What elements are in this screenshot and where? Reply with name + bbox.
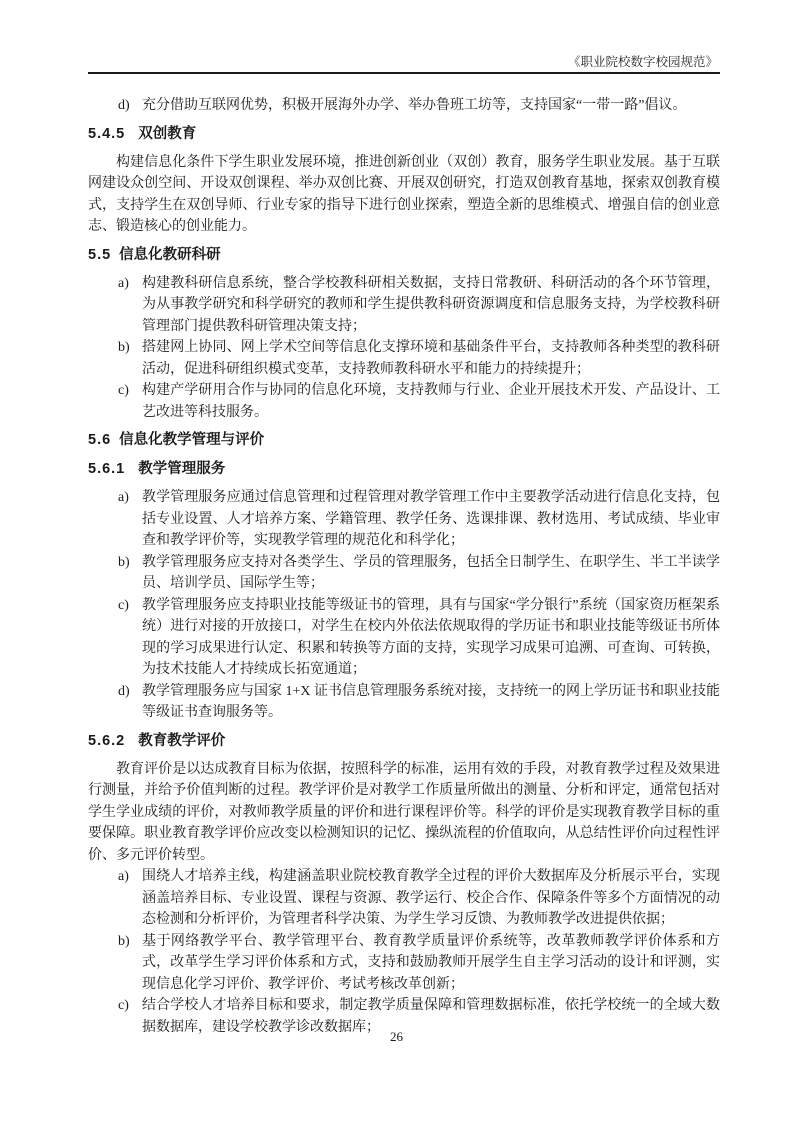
list-item-text: 充分借助互联网优势，积极开展海外办学、举办鲁班工坊等，支持国家“一带一路”倡议。 — [142, 98, 687, 113]
document-body — [88, 95, 720, 1038]
list-item-text: 教学管理服务应支持对各类学生、学员的管理服务，包括全日制学生、在职学生、半工半读学员、培训学员、国际学生等； — [142, 554, 720, 591]
list-item-marker: d) — [118, 683, 130, 699]
section-title: 信息化教研科研 — [119, 246, 221, 263]
section-title: 信息化教学管理与评价 — [119, 432, 265, 448]
list-item-marker: a) — [118, 869, 129, 884]
list-item — [88, 273, 720, 338]
list-item — [88, 380, 720, 423]
list-item-marker: c) — [118, 597, 129, 613]
list-item — [88, 866, 720, 931]
list-item-text: 教学管理服务应通过信息管理和过程管理对教学管理工作中主要教学活动进行信息化支持，包括专业设置、人才培养方案、学籍管理、教学任务、选课排课、教材选用、考试成绩、毕业审查和教学评价等，实现教学管理的规范化和科学化； — [142, 490, 720, 548]
section-title: 教学管理服务 — [138, 461, 226, 477]
section-heading — [88, 244, 720, 266]
section-number: 5.6.2 — [88, 732, 126, 749]
running-header-title: 《职业院校数字校园规范》 — [567, 55, 718, 69]
list-item-text: 搭建网上协同、网上学术空间等信息化支撑环境和基础条件平台，支持教师各种类型的教科研活动，促进科研组织模式变革，支持教师教科研水平和能力的持续提升； — [142, 340, 720, 377]
section-number: 5.6.1 — [88, 461, 126, 477]
section-title: 教育教学评价 — [138, 732, 226, 749]
page-number: 26 — [390, 1029, 403, 1044]
section-heading — [88, 730, 720, 752]
section-number: 5.4.5 — [88, 125, 126, 142]
list-item — [88, 552, 720, 595]
list-item-marker: a) — [118, 275, 129, 291]
list-item — [88, 487, 720, 552]
paragraph: 构建信息化条件下学生职业发展环境，推进创新创业（双创）教育，服务学生职业发展。基于互联网建设众创空间、开设双创课程、举办双创比赛、开展双创研究，打造双创教育基地，探索双创教育模式，支持学生在双创导师、行业专家的指导下进行创业探索，塑造全新的思维模式、增强自信的创业意志、锻造核心的创业能力。 — [88, 154, 720, 234]
list-item — [88, 595, 720, 681]
section-number: 5.6 — [88, 432, 112, 448]
list-item — [88, 95, 720, 117]
section-heading — [88, 123, 720, 145]
header-rule — [88, 72, 720, 74]
list-item-marker: b) — [118, 933, 130, 949]
running-header — [88, 54, 718, 70]
list-item-text: 构建教科研信息系统，整合学校教科研相关数据，支持日常教研、科研活动的各个环节管理，为从事教学研究和科学研究的教师和学生提供教科研资源调度和信息服务支持，为学校教科研管理部门提供教科研管理决策支持； — [142, 275, 720, 334]
list-item — [88, 337, 720, 380]
list-item-text: 教学管理服务应与国家 1+X 证书信息管理服务系统对接，支持统一的网上学历证书和职业技能等级证书查询服务等。 — [142, 683, 721, 720]
page-footer — [0, 1028, 793, 1046]
list-item-text: 构建产学研用合作与协同的信息化环境，支持教师与行业、企业开展技术开发、产品设计、工艺改进等科技服务。 — [142, 383, 720, 420]
list-item-marker: d) — [118, 98, 130, 113]
list-item-marker: b) — [118, 554, 130, 570]
list-item — [88, 681, 720, 724]
list-item-text: 基于网络教学平台、教学管理平台、教育教学质量评价系统等，改革教师教学评价体系和方式，改革学生学习评价体系和方式，支持和鼓励教师开展学生自主学习活动的设计和评测，实现信息化学习评价、教学评价、考试考核改革创新； — [142, 933, 720, 992]
list-item-marker: a) — [118, 490, 129, 505]
list-item — [88, 931, 720, 996]
list-item-text: 围绕人才培养主线，构建涵盖职业院校教育教学全过程的评价大数据库及分析展示平台，实现涵盖培养目标、专业设置、课程与资源、教学运行、校企合作、保障条件等多个方面情况的动态检测和分析评价，为管理者科学决策、为学生学习反馈、为教师教学改进提供依据； — [142, 869, 720, 927]
list-item-marker: c) — [118, 998, 129, 1013]
section-title: 双创教育 — [138, 125, 197, 142]
list-item-marker: c) — [118, 383, 129, 398]
paragraph: 教育评价是以达成教育目标为依据，按照科学的标准，运用有效的手段，对教育教学过程及效果进行测量，并给予价值判断的过程。教学评价是对教学工作质量所做出的测量、分析和评定，通常包括对学生学业成绩的评价，对教师教学质量的评价和进行课程评价等。科学的评价是实现教育教学目标的重要保障。职业教育教学评价应改变以检测知识的记忆、操纵流程的价值取向，从总结性评价向过程性评价、多元评价转型。 — [88, 761, 720, 863]
list-item-text: 教学管理服务应支持职业技能等级证书的管理，具有与国家“学分银行”系统（国家资历框架系统）进行对接的开放接口，对学生在校内外依法依规取得的学历证书和职业技能等级证书所体现的学习成果进行认定、积累和转换等方面的支持，实现学习成果可追溯、可查询、可转换，为技术技能人才持续成长拓宽通道； — [142, 597, 720, 677]
section-heading — [88, 458, 720, 480]
section-heading — [88, 429, 720, 451]
list-item-marker: b) — [118, 340, 130, 355]
section-number: 5.5 — [88, 246, 112, 263]
list-item-text: 结合学校人才培养目标和要求，制定教学质量保障和管理数据标准，依托学校统一的全域大数据数据库，建设学校教学诊改数据库； — [142, 998, 720, 1035]
